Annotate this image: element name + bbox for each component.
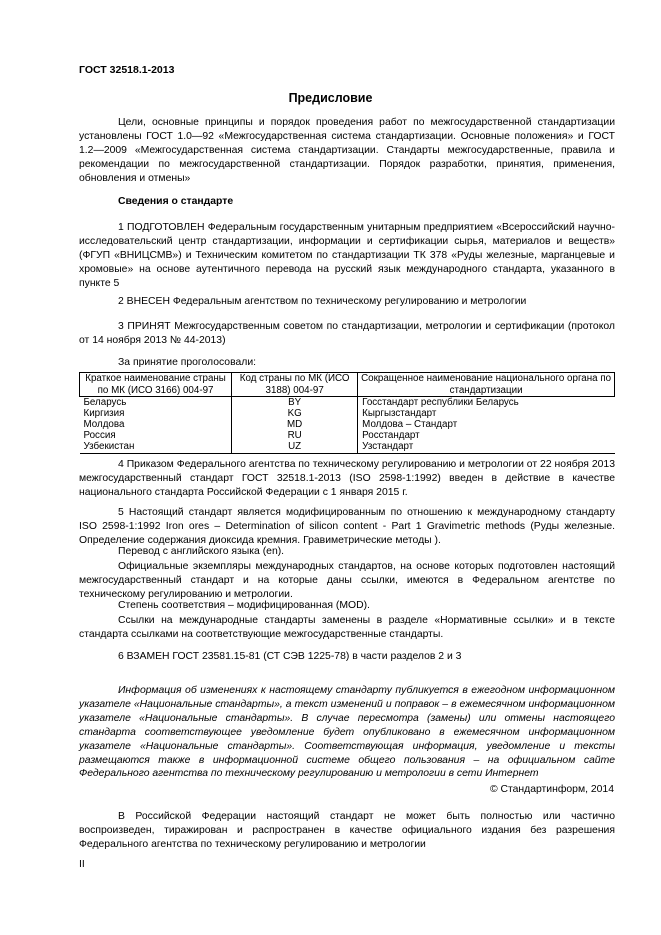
voting-table: [79, 372, 615, 454]
translation-note: Перевод с английского языка (en).: [118, 546, 285, 557]
table-cell-country: Узбекистан: [80, 442, 232, 453]
table-cell-code: BY: [232, 397, 358, 409]
table-cell-code: RU: [232, 431, 358, 442]
table-cell-body: Кыргызстандарт: [362, 407, 437, 419]
table-header-country: Краткое наименование страны по МК (ИСО 3166) 004-97: [80, 373, 232, 397]
table-cell-country: Беларусь: [83, 397, 127, 408]
table-row: [80, 409, 615, 420]
copyright-line: © Стандартинформ, 2014: [489, 784, 614, 795]
table-cell-code: MD: [232, 420, 358, 431]
table-cell-country: Киргизия: [83, 407, 125, 419]
table-header-code: Код страны по МК (ИСО 3188) 004-97: [232, 373, 358, 397]
info-item-1: 1 ПОДГОТОВЛЕН Федеральным государственным унитарным предприятием «Всероссийский научно-исследовательский центр стандартизации, информации и сертификации сырья, материалов и веществ» (ФГУП «ВНИЦСМВ») и Техническим комитетом по стандартизации ТК 378 «Руды железные, марганцевые и хромовые» на основе аутентичного перевода на русский язык международного стандарта, указанного в пункте 5: [79, 222, 615, 289]
info-item-5: 5 Настоящий стандарт является модифицированным по отношению к международному стандарту ISO 2598-1:1992 Iron ores – Determination of silicon content - Part 1 Gravimetric methods (Руды железные. Определение содержания диоксида кремния. Гравиметрические методы ).: [79, 507, 615, 546]
info-item-2: 2 ВНЕСЕН Федеральным агентством по техническому регулированию и метрологии: [118, 296, 527, 307]
table-cell-code: KG: [232, 409, 358, 420]
official-copies-note: Официальные экземпляры международных стандартов, на основе которых подготовлен настоящий межгосударственный стандарт и на которые даны ссылки, имеются в Федеральном агентстве по техническому регулированию и метрологии.: [79, 561, 615, 600]
table-cell-body: Госстандарт республики Беларусь: [362, 397, 519, 408]
table-cell-country: Молдова: [83, 418, 125, 430]
info-item-3: 3 ПРИНЯТ Межгосударственным советом по стандартизации, метрологии и сертификации (протокол от 14 ноября 2013 № 44-2013): [79, 321, 615, 346]
standard-code: ГОСТ 32518.1-2013: [79, 64, 175, 76]
page-title: Предисловие: [288, 91, 373, 105]
table-header-body: Сокращенное наименование национального органа по стандартизации: [358, 373, 615, 397]
table-cell-body: Молдова – Стандарт: [362, 418, 458, 430]
page-number: II: [79, 859, 85, 870]
table-cell-code: UZ: [232, 442, 358, 453]
conformity-note: Степень соответствия – модифицированная (MOD).: [118, 600, 370, 611]
references-note: Ссылки на международные стандарты заменены в разделе «Нормативные ссылки» и в тексте стандарта ссылками на соответствующие межгосударственные стандарты.: [79, 615, 615, 640]
table-row: [80, 397, 615, 409]
info-item-6: 6 ВЗАМЕН ГОСТ 23581.15-81 (СТ СЭВ 1225-78) в части разделов 2 и 3: [118, 651, 462, 662]
table-cell-body: Росстандарт: [362, 429, 420, 441]
table-row: [80, 442, 615, 453]
changes-notice: Информация об изменениях к настоящему стандарту публикуется в ежегодном информационном указателе «Национальные стандарты», а текст изменений и поправок – в ежемесячном информационном указателе «Национальные стандарты». В случае пересмотра (замены) или отмены настоящего стандарта соответствующее уведомление будет опубликовано в ежемесячном информационном указателе «Национальные стандарты». Соответствующая информация, уведомление и тексты размещаются также в информационной системе общего пользования – на официальном сайте Федерального агентства по техническому регулированию и метрологии в сети Интернет: [79, 685, 615, 780]
info-item-4: 4 Приказом Федерального агентства по техническому регулированию и метрологии от 22 ноября 2013 межгосударственный стандарт ГОСТ 32518.1-2013 (ISO 2598-1:1992) введен в действие в качестве национального стандарта Российской Федерации с 1 января 2015 г.: [79, 459, 615, 498]
table-cell-country: Россия: [83, 429, 116, 441]
vote-caption: За принятие проголосовали:: [118, 357, 257, 368]
section-heading: Сведения о стандарте: [118, 196, 234, 207]
table-row: [80, 420, 615, 431]
table-header-row: [80, 373, 615, 397]
reproduction-notice: В Российской Федерации настоящий стандарт не может быть полностью или частично воспроизведен, тиражирован и распространен в качестве официального издания без разрешения Федерального агентства по техническому регулированию и метрологии: [79, 811, 615, 850]
preface-intro: Цели, основные принципы и порядок проведения работ по межгосударственной стандартизации установлены ГОСТ 1.0—92 «Межгосударственная система стандартизации. Основные положения» и ГОСТ 1.2—2009 «Межгосударственная система стандартизации. Стандарты межгосударственные, правила и рекомендации по межгосударственной стандартизации. Порядок разработки, принятия, применения, обновления и отмены»: [79, 117, 615, 184]
table-cell-body: Узстандарт: [358, 442, 615, 453]
table-row: [80, 431, 615, 442]
